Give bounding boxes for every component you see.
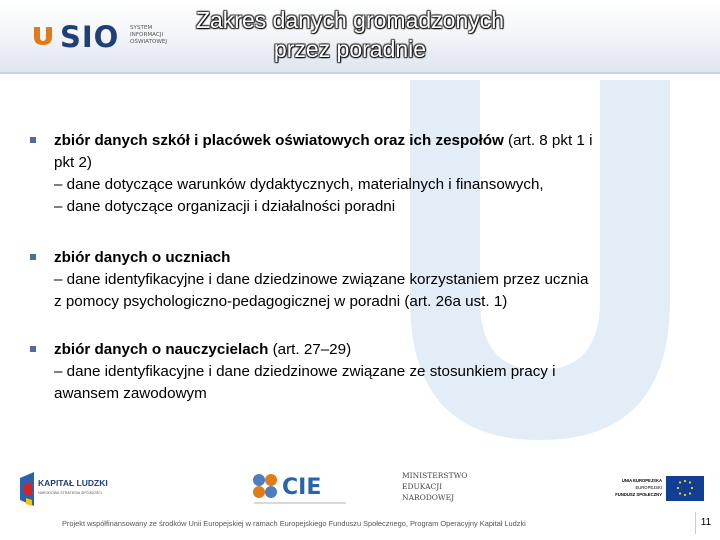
- logo-sub-line: INFORMACJI: [130, 32, 164, 38]
- cie-text: CIE: [282, 475, 322, 500]
- square-bullet-icon: [30, 346, 36, 352]
- cie-logo: [250, 470, 350, 510]
- eu-efs-logo: [602, 474, 712, 504]
- item-heading: zbiór danych o nauczycielach: [54, 341, 269, 358]
- logo-sub-line: SYSTEM: [130, 25, 153, 31]
- list-item: [30, 247, 588, 313]
- eu-line: UNIA EUROPEJSKA: [621, 478, 662, 483]
- item-line: [54, 130, 592, 152]
- item-line: – dane dotyczące warunków dydaktycznych, materialnych i finansowych,: [54, 176, 544, 193]
- eu-line: FUNDUSZ SPOŁECZNY: [615, 492, 662, 497]
- logo-sub-line: OŚWIATOWEJ: [130, 39, 168, 45]
- list-item: [30, 130, 592, 218]
- item-line: [54, 247, 588, 269]
- eu-line: EUROPEJSKI: [635, 485, 662, 490]
- men-line: EDUKACJI: [402, 482, 443, 491]
- square-bullet-icon: [30, 137, 36, 143]
- item-line: pkt 2): [54, 154, 92, 171]
- page-number: 11: [695, 512, 716, 534]
- item-heading: zbiór danych szkół i placówek oświatowych oraz ich zespołów: [54, 132, 504, 149]
- eu-flag-icon: [666, 476, 704, 501]
- sio-logo-mark-icon: [32, 24, 54, 46]
- logo-text: SIO: [60, 20, 120, 54]
- men-line: NARODOWEJ: [402, 493, 455, 502]
- item-reference: (art. 27–29): [268, 341, 352, 358]
- men-logo: [400, 468, 480, 512]
- logo-subtitle: [130, 25, 167, 46]
- item-line: [54, 339, 555, 361]
- item-line: – dane identyfikacyjne i dane dziedzinowe związane korzystaniem przez ucznia: [54, 271, 589, 288]
- footer-note: Projekt współfinansowany ze środków Unii Europejskiej w ramach Europejskiego Funduszu Społecznego, Program Operacyjny Kapitał Ludzki: [62, 519, 526, 528]
- kapital-ludzki-text: KAPITAŁ LUDZKI: [38, 478, 108, 488]
- item-heading: zbiór danych o uczniach: [54, 249, 231, 266]
- kapital-ludzki-subtext: NARODOWA STRATEGIA SPÓJNOŚCI: [38, 491, 102, 495]
- item-line: z pomocy psychologiczno-pedagogicznej w poradni (art. 26a ust. 1): [54, 293, 508, 310]
- item-reference: (art. 8 pkt 1 i: [503, 132, 593, 149]
- item-line: – dane identyfikacyjne i dane dziedzinowe związane ze stosunkiem pracy i: [54, 363, 556, 380]
- item-line: awansem zawodowym: [54, 385, 207, 402]
- square-bullet-icon: [30, 254, 36, 260]
- sio-logo: [30, 20, 180, 54]
- men-line: MINISTERSTWO: [402, 471, 468, 480]
- slide-title: Zakres danych gromadzonych przez poradnie: [195, 7, 505, 62]
- item-line: – dane dotyczące organizacji i działalności poradni: [54, 198, 396, 215]
- list-item: [30, 339, 555, 405]
- kapital-ludzki-logo: [18, 470, 128, 510]
